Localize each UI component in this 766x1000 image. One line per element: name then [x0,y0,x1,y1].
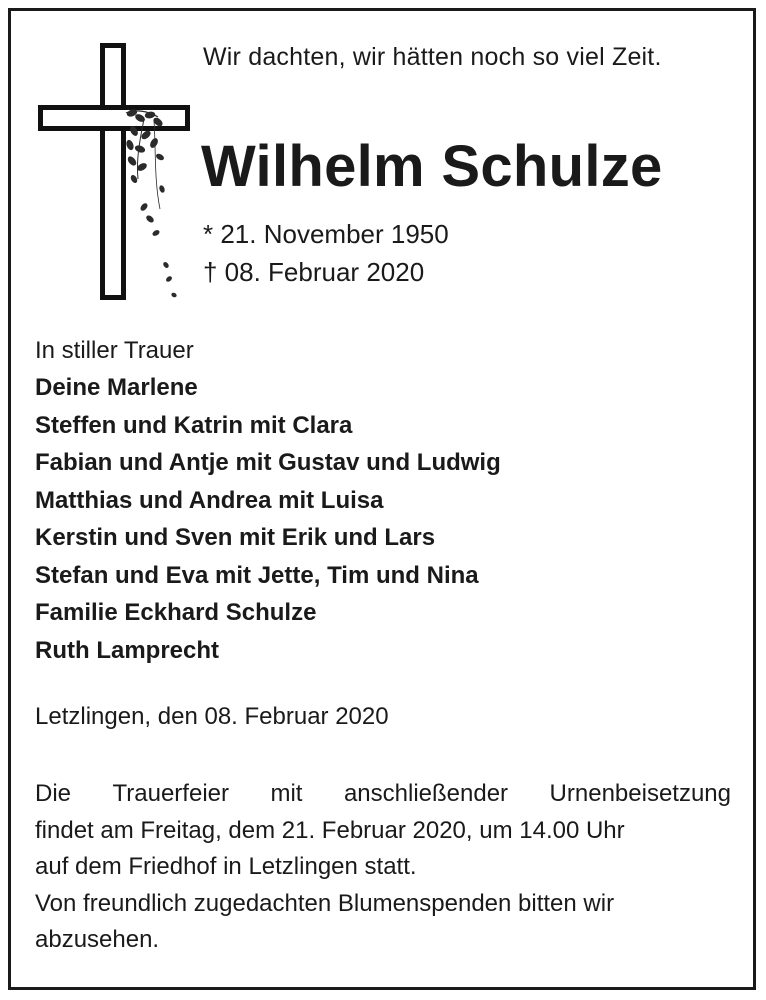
mourner-line: Fabian und Antje mit Gustav und Ludwig [35,449,501,476]
mourner-line: Stefan und Eva mit Jette, Tim und Nina [35,561,479,589]
motto-quote: Wir dachten, wir hätten noch so viel Zeit. [203,43,662,71]
mourner-line: Steffen und Katrin mit Clara [35,411,353,439]
birth-date: * 21. November 1950 [203,219,449,249]
funeral-line: abzusehen. [35,926,160,953]
place-and-date: Letzlingen, den 08. Februar 2020 [35,703,389,730]
funeral-line: findet am Freitag, dem 21. Februar 2020, um 14.00 Uhr [35,816,625,844]
mourners-intro: In stiller Trauer [35,337,194,364]
funeral-word: mit [270,780,303,807]
funeral-word: anschließender [343,780,509,807]
funeral-line-justified [35,776,731,813]
mourner-line: Deine Marlene [35,374,198,401]
death-date: † 08. Februar 2020 [203,257,425,287]
funeral-word: Die [35,780,72,807]
funeral-word: Urnenbeisetzung [549,780,731,807]
obituary-notice [8,8,756,990]
mourner-line: Ruth Lamprecht [35,636,220,664]
mourners-list [35,369,501,669]
cross-with-ivy-icon [36,39,196,309]
funeral-notice [35,776,731,959]
funeral-word: Trauerfeier [112,780,229,807]
funeral-line: Von freundlich zugedachten Blumenspenden bitten wir [35,889,615,917]
deceased-name: Wilhelm Schulze [201,134,663,199]
mourners-section [35,332,501,669]
mourner-line: Matthias und Andrea mit Luisa [35,486,384,514]
mourner-line: Familie Eckhard Schulze [35,599,317,626]
mourner-line: Kerstin und Sven mit Erik und Lars [35,524,436,551]
funeral-line: auf dem Friedhof in Letzlingen statt. [35,853,417,880]
